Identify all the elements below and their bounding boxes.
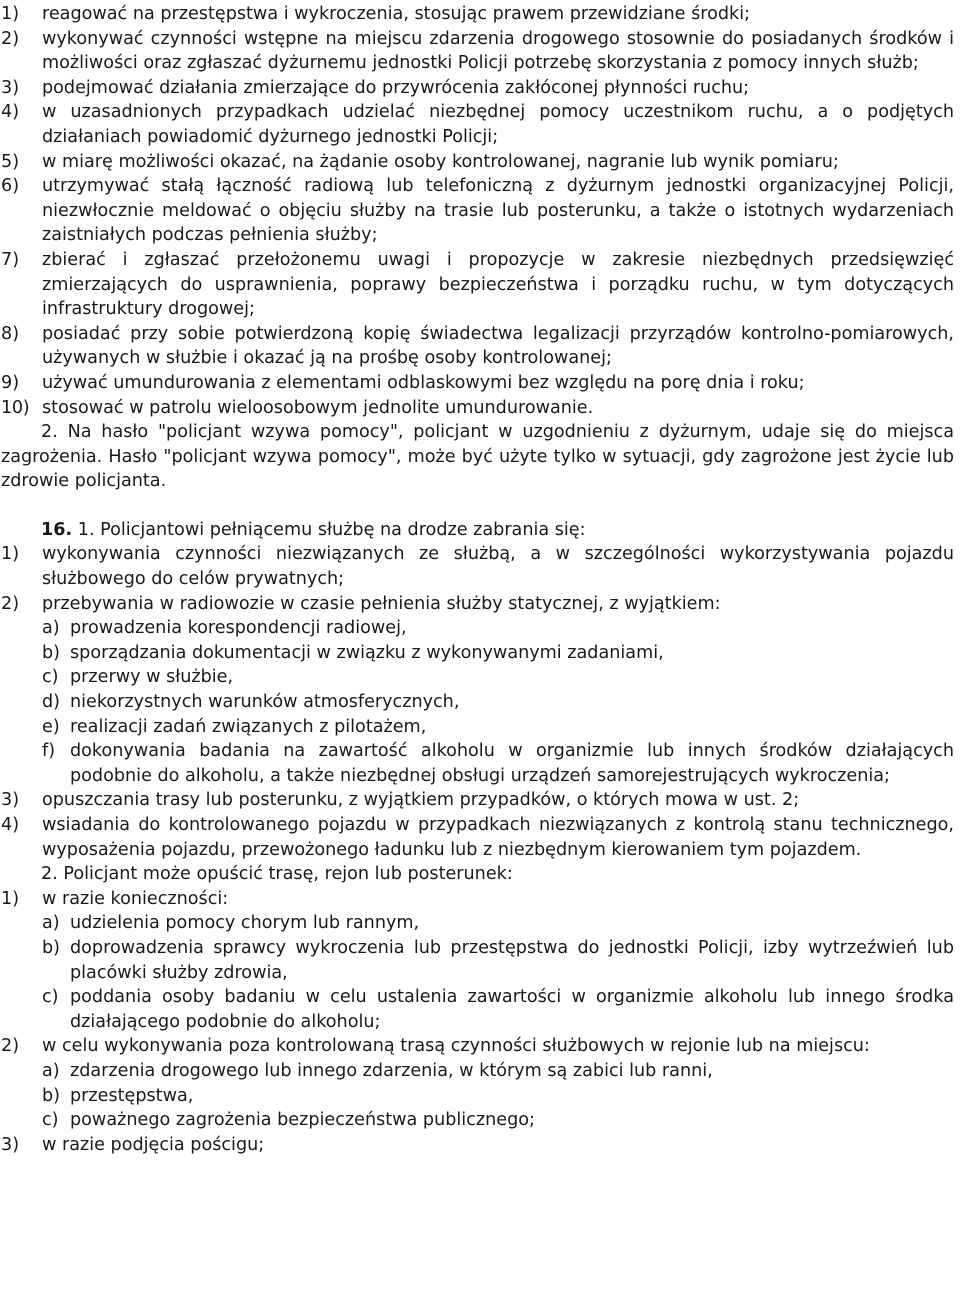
sub-item (42, 1059, 954, 1084)
sub-item-text: poddania osoby badaniu w celu ustalenia zawartości w organizmie alkoholu lub innego środka działającego podobnie do alkoholu; (70, 987, 954, 1032)
list-item (1, 1034, 954, 1059)
sub-item-text: poważnego zagrożenia bezpieczeństwa publicznego; (70, 1110, 535, 1131)
item-text: w celu wykonywania poza kontrolowaną trasą czynności służbowych w rejonie lub na miejscu: (42, 1036, 870, 1057)
list-item (1, 788, 954, 813)
section-intro: 1. Policjantowi pełniącemu służbę na drodze zabrania się: (72, 519, 586, 540)
list-item (1, 592, 954, 617)
item-text: wykonywać czynności wstępne na miejscu zdarzenia drogowego stosownie do posiadanych środków i możliwości oraz zgłaszać dyżurnemu jednostki Policji potrzebę skorzystania z pomocy innych służb; (42, 28, 954, 74)
sub-item-letter: b) (42, 1085, 61, 1106)
sub-item-letter: b) (42, 642, 61, 663)
sub-item (42, 739, 954, 788)
sub-item-text: doprowadzenia sprawcy wykroczenia lub przestępstwa do jednostki Policji, izby wytrzeźwień lub placówki służby zdrowia, (70, 937, 954, 983)
item-number: 1) (1, 4, 20, 24)
list-item (1, 371, 954, 396)
item-text: reagować na przestępstwa i wykroczenia, stosując prawem przewidziane środki; (42, 4, 751, 24)
list-item (1, 1133, 954, 1158)
item-text: w miarę możliwości okazać, na żądanie osoby kontrolowanej, nagranie lub wynik pomiaru; (42, 151, 839, 172)
item-number: 3) (1, 790, 20, 811)
item-text: używać umundurowania z elementami odblaskowymi bez względu na porę dnia i roku; (42, 372, 805, 393)
item-number: 5) (1, 151, 20, 172)
duties-list (1, 2, 954, 420)
section-number: 16. (41, 519, 73, 540)
item-number: 3) (1, 1134, 20, 1155)
item-number: 1) (1, 544, 20, 565)
list-item (1, 76, 954, 101)
item-number: 6) (1, 176, 20, 197)
item-number: 9) (1, 372, 20, 393)
sub-item (42, 665, 954, 690)
sub-item-letter: c) (42, 667, 59, 688)
sub-item-text: niekorzystnych warunków atmosferycznych, (70, 692, 460, 713)
sub-item-text: przestępstwa, (70, 1085, 194, 1106)
sub-item-letter: d) (42, 692, 61, 713)
item-text: w uzasadnionych przypadkach udzielać niezbędnej pomocy uczestnikom ruchu, a o podjętych działaniach powiadomić dyżurnego jednostki Policji; (42, 102, 954, 147)
exceptions-list (1, 887, 954, 1158)
item-text: opuszczania trasy lub posterunku, z wyjątkiem przypadków, o których mowa w ust. 2; (42, 790, 800, 811)
item-number: 8) (1, 323, 20, 344)
item-text: zbierać i zgłaszać przełożonemu uwagi i propozycje w zakresie niezbędnych przedsięwzięć zmierzających do usprawnienia, poprawy bezpieczeństwa i porządku ruchu, w tym dotyczących infrastruktury drogowej; (42, 249, 954, 320)
prohibitions-list (1, 542, 954, 862)
sub-item-letter: b) (42, 937, 61, 958)
sub-item-text: prowadzenia korespondencji radiowej, (70, 618, 407, 639)
sub-item (42, 715, 954, 740)
item-text: utrzymywać stałą łączność radiową lub telefoniczną z dyżurnym jednostki organizacyjnej Policji, niezwłocznie meldować o objęciu służby na trasie lub posterunku, a także o istotnych wydarzeniach zaistniałych podczas pełnienia służby; (42, 176, 954, 246)
sub-item-text: zdarzenia drogowego lub innego zdarzenia, w którym są zabici lub ranni, (70, 1060, 713, 1081)
list-item (1, 27, 954, 76)
list-item (1, 150, 954, 175)
sub-item-letter: f) (42, 741, 56, 762)
item-number: 3) (1, 77, 20, 98)
sub-item-text: udzielenia pomocy chorym lub rannym, (70, 913, 420, 934)
item-number: 2) (1, 1036, 20, 1057)
paragraph-16-2: 2. Policjant może opuścić trasę, rejon lub posterunek: (41, 864, 513, 885)
sub-item (42, 1108, 954, 1133)
item-number: 4) (1, 102, 20, 123)
item-text: w razie konieczności: (42, 888, 229, 909)
item-text: posiadać przy sobie potwierdzoną kopię świadectwa legalizacji przyrządów kontrolno-pomiarowych, używanych w służbie i okazać ją na prośbę osoby kontrolowanej; (42, 323, 954, 369)
sub-item (42, 690, 954, 715)
sub-item-letter: c) (42, 987, 59, 1008)
sub-item-letter: e) (42, 716, 60, 737)
list-item (1, 2, 954, 27)
sub-item (42, 985, 954, 1034)
item-text: przebywania w radiowozie w czasie pełnienia służby statycznej, z wyjątkiem: (42, 593, 721, 614)
sub-item (42, 641, 954, 666)
sub-item-letter: a) (42, 1060, 60, 1081)
sub-item-text: sporządzania dokumentacji w związku z wykonywanymi zadaniami, (70, 642, 664, 663)
item-text: stosować w patrolu wieloosobowym jednolite umundurowanie. (42, 397, 594, 418)
item-number: 2) (1, 28, 20, 49)
list-item (1, 174, 954, 248)
item-text: wykonywania czynności niezwiązanych ze służbą, a w szczególności wykorzystywania pojazdu służbowego do celów prywatnych; (42, 544, 954, 590)
item-number: 1) (1, 888, 20, 909)
list-item (1, 322, 954, 371)
sub-item-text: przerwy w służbie, (70, 667, 234, 688)
list-item (1, 887, 954, 912)
sub-item-letter: a) (42, 618, 60, 639)
item-text: wsiadania do kontrolowanego pojazdu w przypadkach niezwiązanych z kontrolą stanu technicznego, wyposażenia pojazdu, przewożonego ładunku lub z niezbędnym kierowaniem tym pojazdem. (42, 815, 954, 860)
sub-item (42, 616, 954, 641)
sub-item-text: realizacji zadań związanych z pilotażem, (70, 716, 427, 737)
list-item (1, 100, 954, 149)
sub-item (42, 911, 954, 936)
list-item (1, 813, 954, 862)
list-item (1, 396, 954, 421)
sub-item (42, 1084, 954, 1109)
paragraph-2: 2. Na hasło "policjant wzywa pomocy", policjant w uzgodnieniu z dyżurnym, udaje się do miejsca zagrożenia. Hasło "policjant wzywa pomocy", może być użyte tylko w sytuacji, gdy zagrożone jest życie lub zdrowie policjanta. (1, 422, 954, 492)
item-number: 2) (1, 593, 20, 614)
item-number: 10) (1, 397, 30, 418)
sub-item-letter: c) (42, 1110, 59, 1131)
item-text: w razie podjęcia pościgu; (42, 1134, 265, 1155)
item-number: 7) (1, 249, 20, 270)
section-16-heading (1, 518, 954, 543)
sub-item-text: dokonywania badania na zawartość alkoholu w organizmie lub innych środków działających podobnie do alkoholu, a także niezbędnej obsługi urządzeń samorejestrujących wykroczenia; (70, 741, 954, 786)
sub-item (42, 936, 954, 985)
sub-item-letter: a) (42, 913, 60, 934)
list-item (1, 542, 954, 591)
item-text: podejmować działania zmierzające do przywrócenia zakłóconej płynności ruchu; (42, 77, 750, 98)
list-item (1, 248, 954, 322)
item-number: 4) (1, 815, 20, 835)
